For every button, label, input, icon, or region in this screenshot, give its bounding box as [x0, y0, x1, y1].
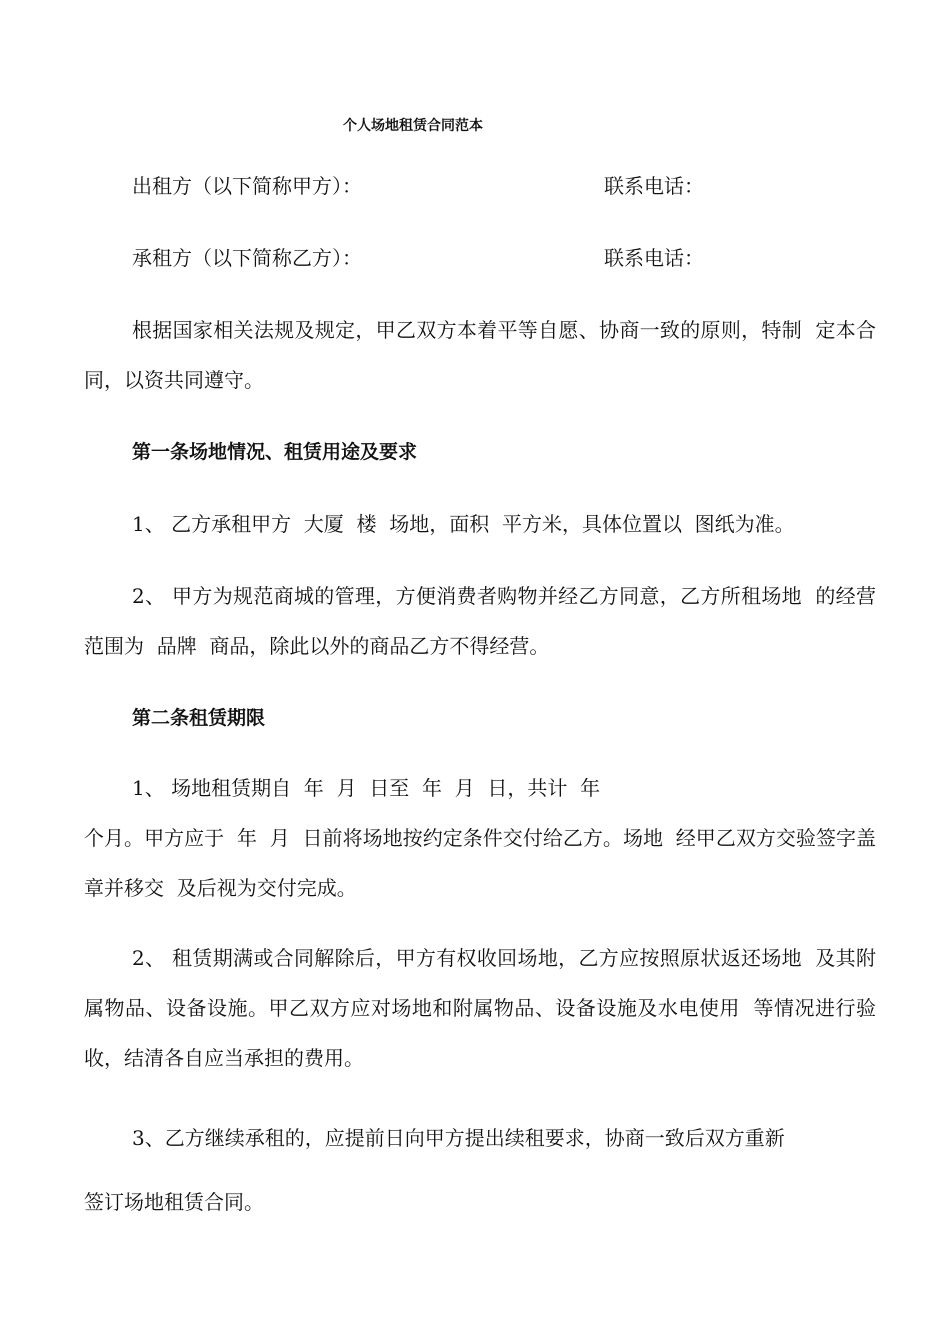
article-2-item-1-line-1: 1、 场地租赁期自 年 月 日至 年 月 日，共计 年	[132, 776, 601, 800]
lessor-label: 出租方（以下简称甲方）：	[132, 174, 362, 198]
article-2-item-1-line-3: 章并移交 及后视为交付完成。	[84, 876, 357, 900]
article-1-item-1: 1、 乙方承租甲方 大厦 楼 场地，面积 平方米，具体位置以 图纸为准。	[132, 512, 795, 536]
preamble-line-2: 同，以资共同遵守。	[84, 368, 264, 392]
article-2-heading: 第二条租赁期限	[132, 707, 266, 729]
article-1-heading: 第一条场地情况、租赁用途及要求	[132, 441, 418, 463]
preamble-line-1: 根据国家相关法规及规定，甲乙双方本着平等自愿、协商一致的原则，特制 定本合	[132, 318, 876, 342]
article-1-item-2-line-1: 2、 甲方为规范商城的管理，方便消费者购物并经乙方同意，乙方所租场地 的经营	[132, 584, 876, 608]
article-2-item-2-line-1: 2、 租赁期满或合同解除后，甲方有权收回场地，乙方应按照原状返还场地 及其附	[132, 946, 876, 970]
lessee-phone-label: 联系电话：	[604, 246, 704, 270]
article-2-item-2-line-3: 收，结清各自应当承担的费用。	[84, 1046, 364, 1070]
lessee-label: 承租方（以下简称乙方）：	[132, 246, 362, 270]
article-2-item-1-line-2: 个月。甲方应于 年 月 日前将场地按约定条件交付给乙方。场地 经甲乙双方交验签字盖	[84, 826, 876, 850]
lessor-phone-label: 联系电话：	[604, 174, 704, 198]
article-2-item-3-line-2: 签订场地租赁合同。	[84, 1190, 264, 1214]
article-2-item-2-line-2: 属物品、设备设施。甲乙双方应对场地和附属物品、设备设施及水电使用 等情况进行验	[84, 996, 876, 1020]
contract-title: 个人场地租赁合同范本	[343, 118, 483, 134]
article-2-item-3-line-1: 3、乙方继续承租的，应提前日向甲方提出续租要求，协商一致后双方重新	[132, 1126, 785, 1150]
article-1-item-2-line-2: 范围为 品牌 商品，除此以外的商品乙方不得经营。	[84, 634, 550, 658]
